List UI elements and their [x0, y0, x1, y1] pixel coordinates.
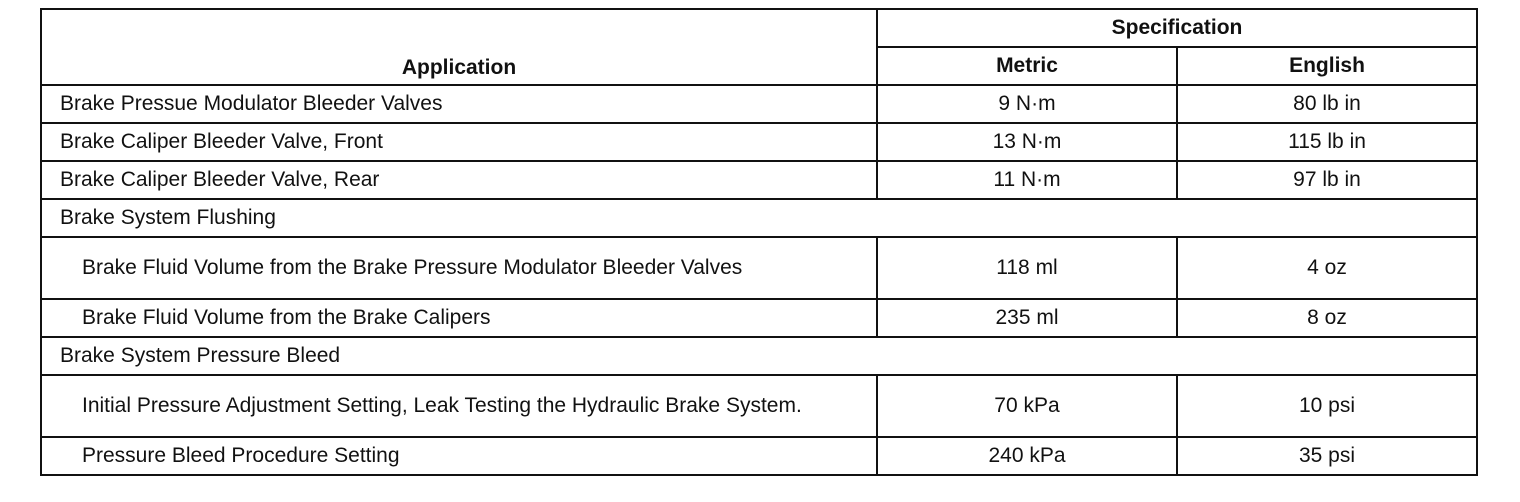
table-row [41, 161, 1477, 199]
application-cell: Brake Fluid Volume from the Brake Pressure Modulator Bleeder Valves [41, 237, 877, 299]
section-row [41, 337, 1477, 375]
english-cell: 10 psi [1177, 375, 1477, 437]
english-cell: 35 psi [1177, 437, 1477, 475]
english-cell: 8 oz [1177, 299, 1477, 337]
metric-cell: 118 ml [877, 237, 1177, 299]
table-row [41, 437, 1477, 475]
application-cell: Brake Caliper Bleeder Valve, Front [41, 123, 877, 161]
english-header: English [1177, 47, 1477, 85]
specification-header: Specification [877, 9, 1477, 47]
table-row [41, 299, 1477, 337]
metric-cell: 11 N·m [877, 161, 1177, 199]
section-heading-cell: Brake System Flushing [41, 199, 1477, 237]
header-row-top [41, 9, 1477, 47]
table-row [41, 375, 1477, 437]
metric-cell: 240 kPa [877, 437, 1177, 475]
metric-cell: 13 N·m [877, 123, 1177, 161]
table-row [41, 123, 1477, 161]
application-cell: Brake Caliper Bleeder Valve, Rear [41, 161, 877, 199]
table-row [41, 237, 1477, 299]
application-cell: Pressure Bleed Procedure Setting [41, 437, 877, 475]
section-row [41, 199, 1477, 237]
metric-cell: 235 ml [877, 299, 1177, 337]
application-header: Application [41, 9, 877, 85]
application-cell: Initial Pressure Adjustment Setting, Leak Testing the Hydraulic Brake System. [41, 375, 877, 437]
english-cell: 4 oz [1177, 237, 1477, 299]
english-cell: 115 lb in [1177, 123, 1477, 161]
specification-table [40, 8, 1478, 476]
metric-cell: 70 kPa [877, 375, 1177, 437]
table-row [41, 85, 1477, 123]
metric-cell: 9 N·m [877, 85, 1177, 123]
section-heading-cell: Brake System Pressure Bleed [41, 337, 1477, 375]
english-cell: 80 lb in [1177, 85, 1477, 123]
english-cell: 97 lb in [1177, 161, 1477, 199]
application-cell: Brake Pressue Modulator Bleeder Valves [41, 85, 877, 123]
metric-header: Metric [877, 47, 1177, 85]
application-cell: Brake Fluid Volume from the Brake Calipers [41, 299, 877, 337]
